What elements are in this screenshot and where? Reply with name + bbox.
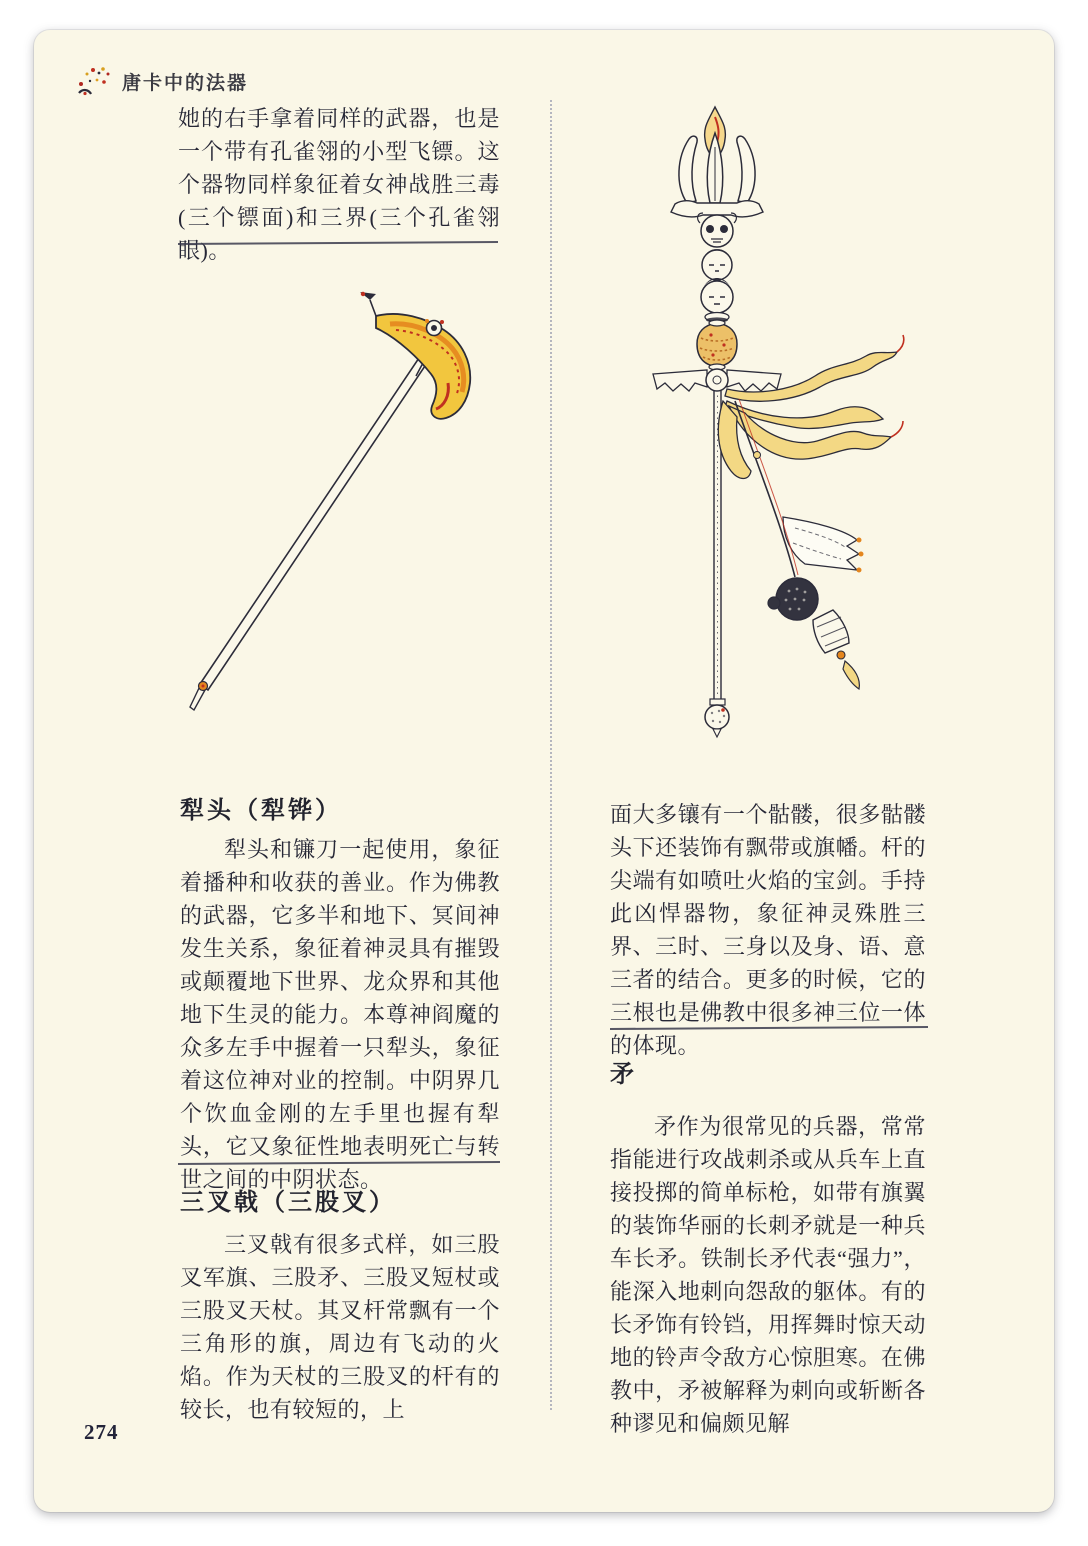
continuation-paragraph: 面大多镶有一个骷髅，很多骷髅头下还装饰有飘带或旗幡。杆的尖端有如喷吐火焰的宝剑。手持此凶悍器物，象征神灵殊胜三界、三时、三身以及身、语、意三者的结合。更多的时候，它的三根也是佛教中很多神三位一体的体现。 [610, 802, 926, 1058]
section-body-plough: 犁头和镰刀一起使用，象征着播种和收获的善业。作为佛教的武器，它多半和地下、冥间神发生关系，象征着神灵具有摧毁或颠覆地下世界、龙众界和其他地下生灵的能力。本尊神阎魔的众多左手中握着一只犁头，象征着这位神对业的控制。中阴界几个饮血金刚的左手里也握有犁头，它又象征性地表明死亡与转世之间的中阴状态。 [180, 837, 500, 1192]
section-heading-trident: 三叉戟（三股叉） [180, 1189, 396, 1216]
section-body-spear: 矛作为很常见的兵器，常常指能进行攻战刺杀或从兵车上直接投掷的简单标枪，如带有旗翼的装饰华丽的长刺矛就是一种兵车长矛。铁制长矛代表“强力”，能深入地刺向怨敌的躯体。有的长矛饰有铃铛，用挥舞时惊天动地的铃声令敌方心惊胆寒。在佛教中，矛被解释为刺向或斩断各种谬见和偏颇见解 [610, 1114, 926, 1436]
plough-illustration [180, 288, 510, 728]
section-heading-plough: 犁头（犁铧） [180, 797, 342, 824]
floral-scatter-icon [74, 64, 112, 98]
section-heading-spear: 矛 [610, 1061, 637, 1088]
section-body-trident: 三叉戟有很多式样，如三股叉军旗、三股矛、三股叉短杖或三股叉天杖。其叉杆常飘有一个三角形的旗，周边有飞动的火焰。作为天杖的三股叉的杆有的较长，也有较短的，上 [180, 1232, 500, 1422]
page-number: 274 [84, 1420, 119, 1444]
page-header [74, 64, 248, 98]
column-divider [550, 100, 552, 1410]
trident-illustration [645, 103, 965, 753]
book-title: 唐卡中的法器 [122, 72, 249, 94]
book-page [34, 30, 1054, 1512]
intro-paragraph: 她的右手拿着同样的武器，也是一个带有孔雀翎的小型飞镖。这个器物同样象征着女神战胜三毒(三个镖面)和三界(三个孔雀翎眼)。 [178, 106, 500, 263]
